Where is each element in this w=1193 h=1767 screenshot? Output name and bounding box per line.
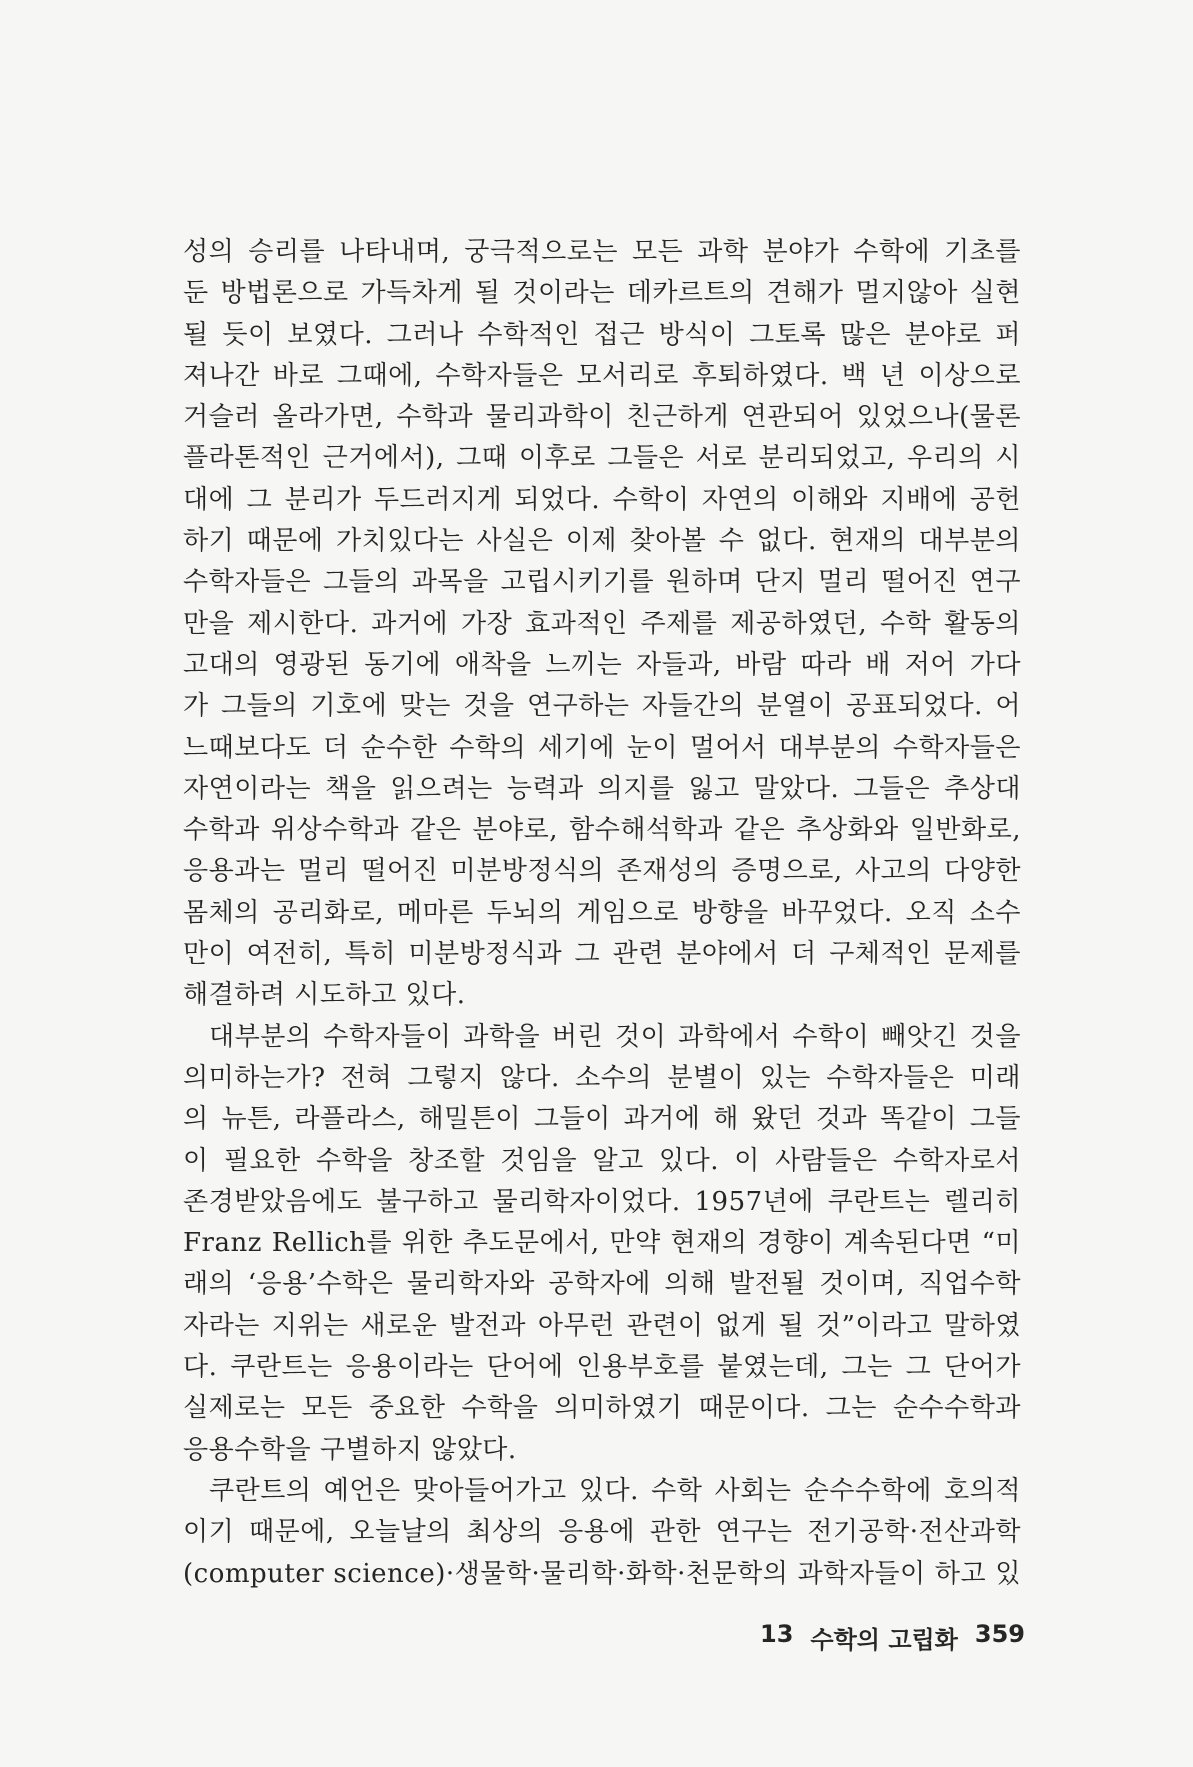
text-line: 수학자들은 그들의 과목을 고립시키기를 원하며 단지 멀리 떨어진 연구: [183, 567, 1021, 598]
text-line: 이기 때문에, 오늘날의 최상의 응용에 관한 연구는 전기공학·전산과학: [183, 1517, 1021, 1548]
text-line: 될 듯이 보였다. 그러나 수학적인 접근 방식이 그토록 많은 분야로 퍼: [183, 319, 1021, 350]
body-text: [183, 232, 1021, 1595]
text-line: 래의 ‘응용’수학은 물리학자와 공학자에 의해 발전될 것이며, 직업수학: [183, 1269, 1021, 1300]
text-line: 쿠란트의 예언은 맞아들어가고 있다. 수학 사회는 순수수학에 호의적: [209, 1475, 1021, 1506]
text-line: 이 필요한 수학을 창조할 것임을 알고 있다. 이 사람들은 수학자로서: [183, 1145, 1021, 1176]
text-line: 둔 방법론으로 가득차게 될 것이라는 데카르트의 견해가 멀지않아 실현: [183, 278, 1021, 309]
text-line: 대부분의 수학자들이 과학을 버린 것이 과학에서 수학이 빼앗긴 것을: [209, 1021, 1021, 1052]
text-line: 만이 여전히, 특히 미분방정식과 그 관련 분야에서 더 구체적인 문제를: [183, 939, 1021, 970]
text-line: 응용수학을 구별하지 않았다.: [183, 1434, 517, 1465]
text-line: 다. 쿠란트는 응용이라는 단어에 인용부호를 붙였는데, 그는 그 단어가: [183, 1352, 1021, 1383]
text-line: 하기 때문에 가치있다는 사실은 이제 찾아볼 수 없다. 현재의 대부분의: [183, 526, 1021, 557]
text-line: 수학과 위상수학과 같은 분야로, 함수해석학과 같은 추상화와 일반화로,: [183, 815, 1021, 846]
text-line: 느때보다도 더 순수한 수학의 세기에 눈이 멀어서 대부분의 수학자들은: [183, 732, 1021, 763]
text-line: 해결하려 시도하고 있다.: [183, 980, 466, 1011]
text-line: 자연이라는 책을 읽으려는 능력과 의지를 잃고 말았다. 그들은 추상대: [183, 773, 1021, 804]
text-line: 응용과는 멀리 떨어진 미분방정식의 존재성의 증명으로, 사고의 다양한: [183, 856, 1021, 887]
text-line: 가 그들의 기호에 맞는 것을 연구하는 자들간의 분열이 공표되었다. 어: [183, 691, 1021, 722]
chapter-title: 수학의 고립화: [810, 1626, 958, 1654]
text-line: 의미하는가? 전혀 그렇지 않다. 소수의 분별이 있는 수학자들은 미래: [183, 1062, 1021, 1093]
text-line: 거슬러 올라가면, 수학과 물리과학이 친근하게 연관되어 있었으나(물론: [183, 402, 1021, 433]
text-line: 고대의 영광된 동기에 애착을 느끼는 자들과, 바람 따라 배 저어 가다: [183, 649, 1021, 680]
text-line: 플라톤적인 근거에서), 그때 이후로 그들은 서로 분리되었고, 우리의 시: [183, 443, 1021, 474]
text-line: 대에 그 분리가 두드러지게 되었다. 수학이 자연의 이해와 지배에 공헌: [183, 484, 1021, 515]
chapter-number: 13: [760, 1620, 794, 1648]
text-line: 성의 승리를 나타내며, 궁극적으로는 모든 과학 분야가 수학에 기초를: [183, 237, 1021, 267]
text-line: 존경받았음에도 불구하고 물리학자이었다. 1957년에 쿠란트는 렐리히: [183, 1186, 1021, 1217]
text-line: 만을 제시한다. 과거에 가장 효과적인 주제를 제공하였던, 수학 활동의: [183, 608, 1021, 639]
running-footer: [760, 1620, 1025, 1655]
page-number: 359: [974, 1620, 1025, 1648]
text-line: Franz Rellich를 위한 추도문에서, 만약 현재의 경향이 계속된다면 “미: [183, 1228, 1021, 1259]
text-line: 의 뉴튼, 라플라스, 해밀튼이 그들이 과거에 해 왔던 것과 똑같이 그들: [183, 1104, 1021, 1135]
text-line: 몸체의 공리화로, 메마른 두뇌의 게임으로 방향을 바꾸었다. 오직 소수: [183, 897, 1021, 928]
text-line: 자라는 지위는 새로운 발전과 아무런 관련이 없게 될 것”이라고 말하였: [183, 1310, 1021, 1341]
text-line: 져나간 바로 그때에, 수학자들은 모서리로 후퇴하였다. 백 년 이상으로: [183, 360, 1021, 391]
text-line: (computer science)·생물학·물리학·화학·천문학의 과학자들이 하고 있: [183, 1558, 1021, 1589]
text-line: 실제로는 모든 중요한 수학을 의미하였기 때문이다. 그는 순수수학과: [183, 1393, 1021, 1424]
